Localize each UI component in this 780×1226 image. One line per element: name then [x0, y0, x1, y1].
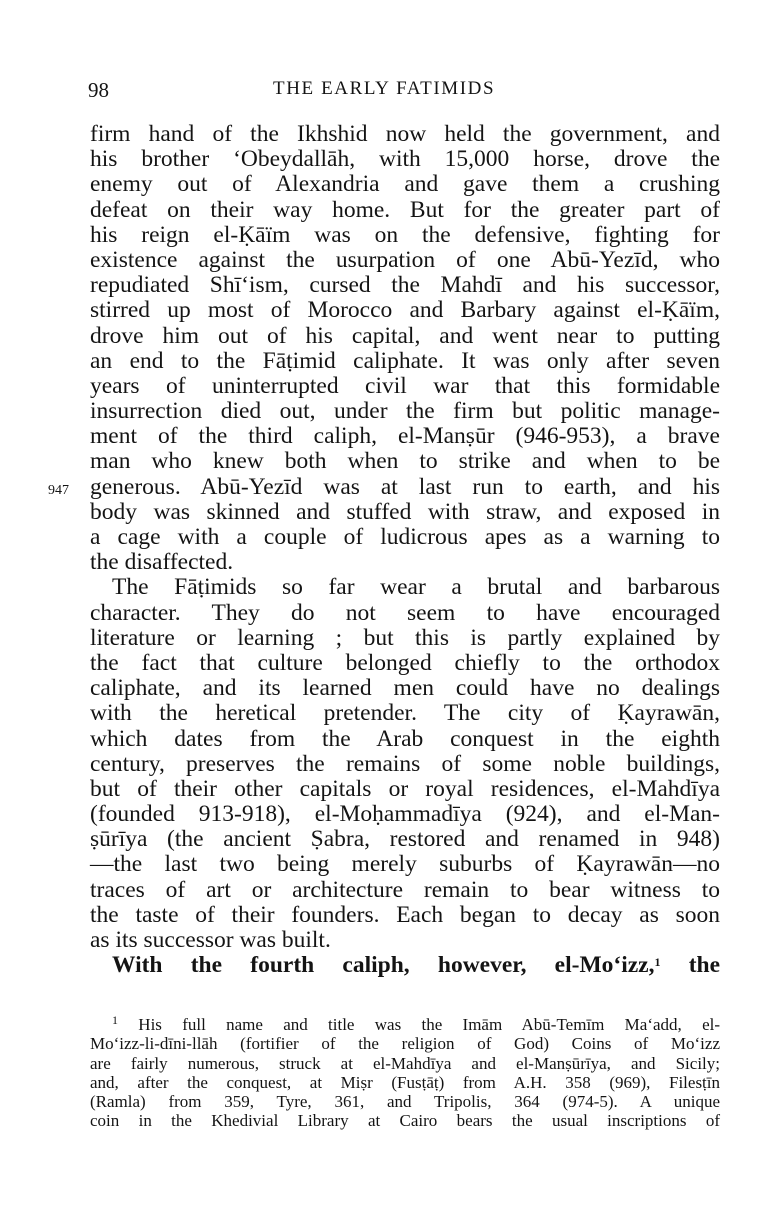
text-line	[90, 953, 720, 978]
text-line: repudiated Shī‘ism, cursed the Mahdī and his successor,	[90, 272, 720, 299]
text-line: enemy out of Alexandria and gave them a crushing	[90, 171, 720, 198]
text-line: character. They do not seem to have encouraged	[90, 599, 720, 626]
text-line: literature or learning ; but this is partly explained by	[90, 624, 720, 651]
text-line: his brother ‘Obeydallāh, with 15,000 horse, drove the	[90, 146, 720, 173]
footnote-line: coin in the Khedivial Library at Cairo bears the usual inscriptions of	[90, 1111, 720, 1131]
footnote-line: (Ramla) from 359, Tyre, 361, and Tripolis, 364 (974-5). A unique	[90, 1092, 720, 1112]
footnote-line: Mo‘izz-li-dīni-llāh (fortifier of the religion of God) Coins of Mo‘izz	[90, 1034, 720, 1054]
text-line: ment of the third caliph, el-Manṣūr (946-953), a brave	[90, 423, 720, 450]
footnote-line: are fairly numerous, struck at el-Mahdīya and el-Manṣūrīya, and Sicily;	[90, 1053, 720, 1073]
running-title: THE EARLY FATIMIDS	[273, 78, 496, 99]
text-line: caliphate, and its learned men could have no dealings	[90, 675, 720, 702]
footnote	[90, 1015, 720, 1131]
text-line: drove him out of his capital, and went near to putting	[90, 322, 720, 349]
text-line: firm hand of the Ikhshid now held the government, and	[90, 121, 720, 147]
text-line: —the last two being merely suburbs of Ḳayrawān—no	[90, 851, 720, 878]
body-text	[90, 122, 720, 978]
text-line: with the heretical pretender. The city of Ḳayrawān,	[90, 700, 720, 727]
text-line: body was skinned and stuffed with straw, and exposed in	[90, 498, 720, 525]
text-line: the fact that culture belonged chiefly to the orthodox	[90, 649, 720, 676]
text-line: insurrection died out, under the firm but politic manage-	[90, 398, 720, 425]
footnote-text: His full name and title was the Imām Abū-Temīm Ma‘add, el-	[138, 1015, 721, 1034]
text-line: as its successor was built.	[90, 927, 331, 953]
text-line: which dates from the Arab conquest in the eighth	[90, 725, 720, 752]
text-line: existence against the usurpation of one Abū-Yezīd, who	[90, 246, 720, 273]
text-line: The Fāṭimids so far wear a brutal and barbarous	[112, 574, 720, 601]
footnote-reference[interactable]: 1	[654, 955, 661, 970]
text-line: years of uninterrupted civil war that this formidable	[90, 372, 720, 399]
text-line: (founded 913-918), el-Moḥammadīya (924), and el-Man-	[90, 801, 720, 828]
text-line: a cage with a couple of ludicrous apes as a warning to	[90, 524, 720, 550]
text-line: his reign el-Ḳāïm was on the defensive, fighting for	[90, 221, 720, 248]
text-line: traces of art or architecture remain to bear witness to	[90, 876, 720, 903]
margin-year-note: 947	[48, 483, 69, 498]
footnote-line: and, after the conquest, at Miṣr (Fusṭāṭ) from A.H. 358 (969), Filesṭīn	[90, 1072, 720, 1092]
text-line: but of their other capitals or royal residences, el-Mahdīya	[90, 775, 720, 802]
page-number: 98	[88, 78, 109, 102]
text-line: stirred up most of Morocco and Barbary against el-Ḳāïm,	[90, 297, 720, 324]
text-line: generous. Abū-Yezīd was at last run to earth, and his	[90, 473, 720, 500]
text-line: man who knew both when to strike and when to be	[90, 448, 720, 475]
text-segment: the	[688, 952, 721, 979]
text-line: century, preserves the remains of some noble buildings,	[90, 750, 720, 777]
text-line: the taste of their founders. Each began to decay as soon	[90, 901, 720, 928]
text-line: an end to the Fāṭimid caliphate. It was only after seven	[90, 347, 720, 374]
footnote-line	[90, 1015, 720, 1034]
text-line: defeat on their way home. But for the greater part of	[90, 196, 720, 223]
text-line: ṣūrīya (the ancient Ṣabra, restored and renamed in 948)	[90, 826, 720, 853]
text-line: the disaffected.	[90, 549, 234, 576]
text-segment: With the fourth caliph, however, el-Mo‘izz,	[112, 952, 655, 979]
page-header	[88, 78, 718, 108]
footnote-mark: 1	[112, 1013, 118, 1027]
